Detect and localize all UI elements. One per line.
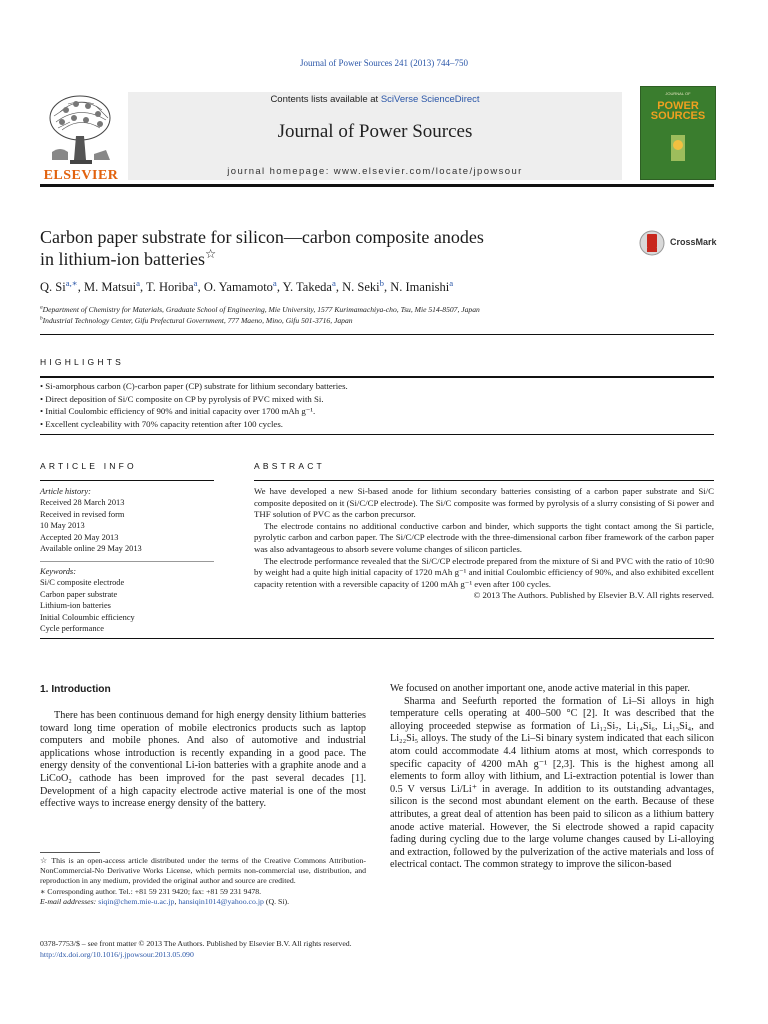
affiliation-text: Department of Chemistry for Materials, Graduate School of Engineering, Mie University, 1577 Kurimamachiya-cho, Tsu, Mie 514-8507, Japan — [42, 305, 480, 314]
article-info-heading: ARTICLE INFO — [40, 461, 137, 471]
footnote-rule — [40, 852, 100, 853]
abstract-rule — [254, 480, 714, 481]
journal-homepage-link[interactable]: journal homepage: www.elsevier.com/locate/jpowsour — [227, 166, 523, 177]
author-affiliation-mark[interactable]: b — [379, 277, 384, 288]
author-affiliation-mark[interactable]: a — [136, 277, 140, 288]
author-separator: , — [383, 280, 391, 294]
cover-journal-label: JOURNAL OF — [665, 91, 691, 96]
abstract-heading: ABSTRACT — [254, 461, 325, 471]
doi-link[interactable]: http://dx.doi.org/10.1016/j.jpowsour.2013.05.090 — [40, 950, 194, 959]
author-affiliation-mark[interactable]: a — [193, 277, 198, 288]
crossmark-icon — [638, 230, 666, 256]
email-suffix: (Q. Si). — [263, 896, 290, 906]
highlights-heading: HIGHLIGHTS — [40, 357, 124, 367]
contents-line — [128, 94, 622, 105]
author-name: Y. Takeda — [282, 280, 332, 294]
intro-paragraph: Sharma and Seefurth reported the formation of Li–Si alloys in high temperature cells operating at 400–500 °C [2]. It was described that the alloying proceeded stepwise as formation of Li₁₂Si₇, Li₁₄Si₆, Li₁₃Si₄, and Li₂₂Si₅ alloys. The study of the Li–Si binary system indicated that each silicon atom could accommodate 4.4 lithium atoms at most, which corresponds to specific capacity of 4200 mAh g⁻¹ [2,3]. This is the highest among all elements to form alloy with lithium, and Li-extraction potential is lower than 0.5 V versus Li/Li⁺ in average. In addition to its outstanding advantages, silicon is the second most abundant element on the earth. Because of these attributes, a great deal of attention has been paid to silicon as a lithium battery anode active material. However, the Si electrode showed a rapid capacity fading during cycling due to the large volume changes caused by Li-alloying and extraction, followed by the pulverization of the active materials and loss of electrical contact. The common strategy to improve the silicon-based — [390, 695, 714, 871]
crossmark-badge[interactable] — [638, 230, 728, 256]
author-separator: , — [197, 280, 204, 294]
history-line: Accepted 20 May 2013 — [40, 532, 119, 542]
corresponding-author-footnote: ∗ Corresponding author. Tel.: +81 59 231 9420; fax: +81 59 231 9478. — [40, 886, 262, 896]
journal-title: Journal of Power Sources — [277, 121, 473, 142]
title-footnote-star[interactable]: ☆ — [204, 247, 217, 261]
highlight-item: • Initial Coulombic efficiency of 90% and initial capacity over 1700 mAh g⁻¹. — [40, 405, 720, 418]
keyword: Lithium-ion batteries — [40, 601, 111, 611]
email-label: E-mail addresses: — [40, 896, 99, 906]
section-divider — [40, 334, 714, 335]
highlight-item: • Direct deposition of Si/C composite on CP by pyrolysis of PVC mixed with Si. — [40, 393, 720, 406]
abstract-copyright: © 2013 The Authors. Published by Elsevier B.V. All rights reserved. — [473, 590, 714, 601]
highlights-bottom-rule — [40, 434, 714, 435]
email-link[interactable]: siqin@chem.mie-u.ac.jp — [98, 896, 175, 906]
history-line: Received in revised form — [40, 509, 125, 519]
highlights-top-rule — [40, 376, 714, 378]
history-line: Received 28 March 2013 — [40, 498, 125, 508]
cover-title — [641, 101, 715, 121]
affiliation-mark: a — [40, 304, 43, 311]
author-name: T. Horiba — [146, 280, 194, 294]
author-affiliation-mark[interactable]: a,∗ — [65, 277, 78, 288]
journal-reference-link[interactable]: Journal of Power Sources 241 (2013) 744–750 — [300, 58, 468, 68]
highlights-list — [40, 380, 720, 430]
open-access-footnote: ☆ This is an open-access article distributed under the terms of the Creative Commons Attribution-NonCommercial-No Derivative Works License, which permits non-commercial use, distribution, and reproduction in any medium, provided the original author and source are credited. — [40, 856, 366, 886]
author-name: N. Imanishi — [390, 280, 450, 294]
affiliation-text: Industrial Technology Center, Gifu Prefectural Government, 777 Maeno, Mino, Gifu 501-3716, Japan — [42, 316, 353, 325]
paper-title — [40, 226, 600, 270]
email-separator: , — [174, 896, 179, 906]
author-name: N. Seki — [342, 280, 380, 294]
abstract-paragraph: The electrode contains no additional conductive carbon and binder, which supports the tight contact among the Si particle, pyrolytic carbon and carbon paper. The Si/C/CP electrode with the three-dimensional carbon fiber framework of the carbon paper was also advantageous to absorb severe volume changes of silicon particles. — [254, 520, 714, 554]
intro-paragraph: There has been continuous demand for high energy density lithium batteries toward long time operation of mobile electronics products such as laptop computers and mobile phones. And also of automotive and industrial applications whose introduction is recently expanding in a good pace. The energy density of the conventional Li-ion batteries with a graphite anode and a LiCoO₂ cathode has been improved for the past several decades [1]. Development of a high capacity electrode active material is one of the most effective ways to increase energy density of the battery. — [40, 710, 366, 810]
affiliation-mark: b — [40, 315, 43, 322]
affiliation-a — [40, 305, 720, 314]
author-name: M. Matsui — [83, 280, 137, 294]
highlight-item: • Excellent cycleability with 70% capacity retention after 100 cycles. — [40, 418, 720, 431]
keyword: Initial Coloumbic efficiency — [40, 612, 135, 622]
front-matter-bottom-rule — [40, 638, 714, 639]
intro-left-column — [40, 710, 366, 811]
contents-prefix: Contents lists available at — [270, 94, 381, 105]
abstract-paragraph: The electrode performance revealed that the Si/C/CP electrode prepared from the mixture of Si and PVC with the ratio of 10:90 by weight had a quite high initial capacity of 1720 mAh g⁻¹ and initial Coulombic efficiency of 90%, and also exhibited excellent capacity retention with a reversible capacity of 1200 mAh g⁻¹ even after 100 cycles. — [254, 555, 714, 589]
cover-art-icon — [667, 133, 689, 163]
elsevier-logo-text: ELSEVIER — [43, 168, 119, 183]
abstract-body — [254, 486, 714, 602]
paper-title-line: Carbon paper substrate for silicon—carbon composite anodes — [40, 227, 484, 247]
masthead-divider — [40, 184, 714, 187]
cover-title-line: SOURCES — [650, 110, 706, 122]
journal-cover-image — [640, 86, 716, 180]
highlight-item: • Si-amorphous carbon (C)-carbon paper (CP) substrate for lithium secondary batteries. — [40, 380, 720, 393]
sciencedirect-link[interactable]: SciVerse ScienceDirect — [380, 94, 480, 105]
history-line: Available online 29 May 2013 — [40, 544, 142, 554]
email-footnote — [40, 897, 366, 907]
keywords-rule — [40, 561, 214, 562]
keyword: Cycle performance — [40, 624, 104, 634]
issn-line: 0378-7753/$ – see front matter © 2013 The Authors. Published by Elsevier B.V. All rights reserved. — [40, 939, 352, 948]
author-affiliation-mark[interactable]: a — [331, 277, 336, 288]
crossmark-label: CrossMark — [670, 237, 717, 247]
intro-right-column — [390, 683, 714, 872]
keyword: Carbon paper substrate — [40, 589, 118, 599]
author-separator: , — [276, 280, 283, 294]
keywords-block — [40, 566, 214, 634]
author-name: O. Yamamoto — [203, 280, 273, 294]
author-affiliation-mark[interactable]: a — [272, 277, 277, 288]
cover-title-line: POWER — [657, 100, 699, 112]
intro-paragraph: We focused on another important one, anode active material in this paper. — [390, 683, 690, 694]
author-name: Q. Si — [40, 280, 66, 294]
keywords-label: Keywords: — [40, 567, 76, 576]
author-affiliation-mark[interactable]: a — [449, 277, 454, 288]
footnotes — [40, 856, 366, 907]
author-separator: , — [335, 280, 343, 294]
page-footer — [40, 938, 640, 960]
article-info-rule — [40, 480, 214, 481]
author-separator: , — [139, 280, 146, 294]
abstract-paragraph: We have developed a new Si-based anode for lithium secondary batteries consisting of a carbon paper substrate and Si/C composite deposited on it (Si/C/CP electrode). The Si/C composite was formed by pyrolysis of a slurry consisting of Si power and THF solution of PVC as the carbon precursor. — [254, 486, 714, 520]
affiliation-b — [40, 316, 720, 325]
article-history — [40, 486, 214, 554]
paper-title-line: in lithium-ion batteries — [40, 249, 205, 269]
article-history-label: Article history: — [40, 487, 91, 496]
keyword: Si/C composite electrode — [40, 578, 125, 588]
introduction-heading: 1. Introduction — [40, 684, 111, 695]
email-link[interactable]: hansiqin1014@yahoo.co.jp — [178, 896, 264, 906]
author-list — [40, 277, 720, 295]
history-line: 10 May 2013 — [40, 521, 85, 531]
author-separator: , — [77, 280, 84, 294]
tree-logo-icon — [40, 92, 122, 168]
